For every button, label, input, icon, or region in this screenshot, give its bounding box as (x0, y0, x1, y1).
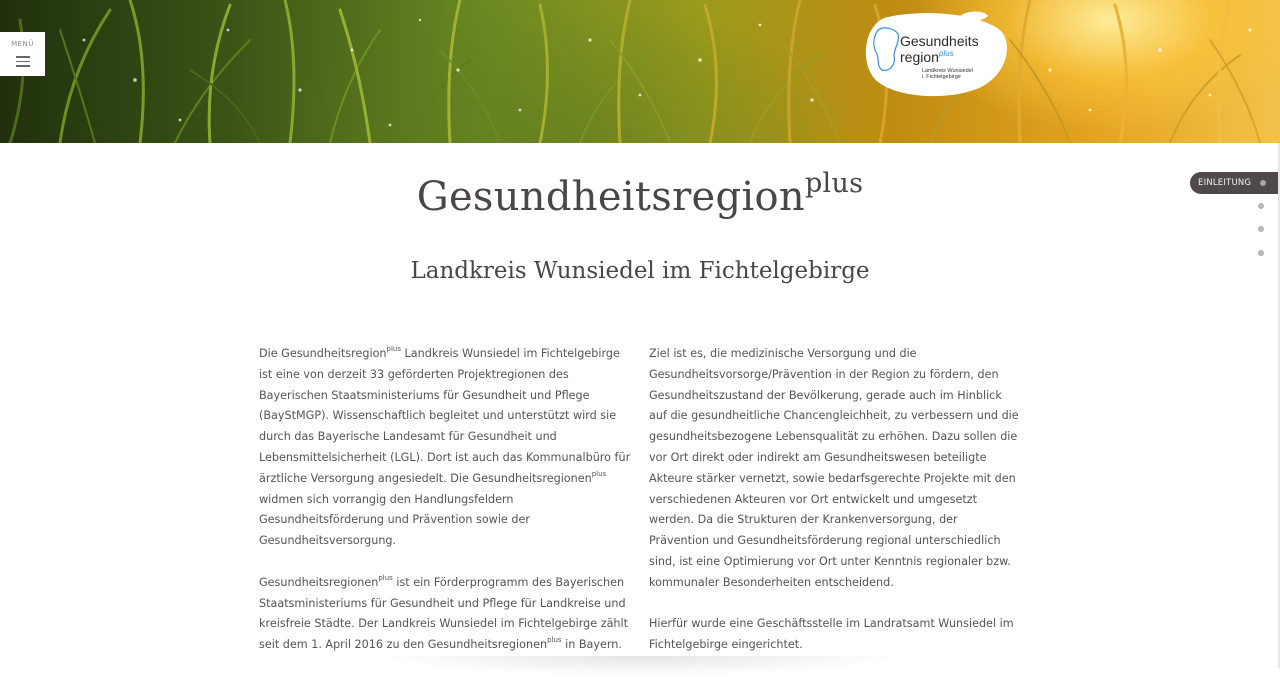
intro-right-column (649, 344, 1021, 677)
nav-dot-4[interactable] (1258, 250, 1264, 256)
nav-dot-active-icon (1260, 180, 1266, 186)
nav-dot-label: EINLEITUNG (1198, 178, 1252, 188)
logo-line-2: region$^{plus}$ (900, 49, 954, 65)
nav-dot-3[interactable] (1258, 226, 1264, 232)
intro-paragraph-2: Gesundheitsregionen$^{plus}$ ist ein Förderprogramm des Bayerischen Staatsministeriums für Gesundheit und Pflege für Landkreise und kreisfreie Städte. Der Landkreis Wunsiedel im Fichtelgebirge zählt seit dem 1. April 2016 zu den Gesundheitsregionen$^{plus}$ in Bayern. (259, 573, 629, 652)
intro-paragraph-1: Die Gesundheitsregion$^{plus}$ Landkreis Wunsiedel im Fichtelgebirge ist eine von derzeit 33 geförderten Projektregionen des Bayerischen Staatsministeriums für Gesundheit und Pflege (BayStMGP). Wissenschaftlich begleitet und unterstützt wird sie durch das Bayerische Landesamt für Gesundheit und Lebensmittelsicherheit (LGL). Dort ist auch das Kommunalbüro für ärztliche Versorgung angesiedelt. Die Gesundheitsregionen$^{plus}$ widmen sich vorrangig den Handlungsfeldern Gesundheitsförderung und Prävention sowie der Gesundheitsversorgung. (259, 345, 631, 548)
goal-paragraph: Ziel ist es, die medizinische Versorgung und die Gesundheitsvorsorge/Prävention in der Region zu fördern, den Gesundheitszustand der Bevölkerung, gerade auch im Hinblick auf die gesundheitliche Chancengleichheit, zu verbessern und die gesundheitsbezogene Lebensqualität zu erhöhen. Dazu sollen die vor Ort direkt oder indirekt am Gesundheitswesen beteiligte Akteure stärker vernetzt, sowie bedarfsgerechte Projekte mit den verschiedenen Akteuren vor Ort entwickelt und umgesetzt werden. Da die Strukturen der Krankenversorgung, der Prävention und Gesundheitsförderung regional unterschiedlich sind, ist eine Optimierung vor Ort unter Kenntnis regionaler bzw. kommunaler Besonderheiten entscheidend. (649, 347, 1019, 589)
logo-line-1: Gesundheits (900, 33, 979, 49)
intro-left-column (259, 344, 631, 677)
office-paragraph: Hierfür wurde eine Geschäftsstelle im Landratsamt Wunsiedel im Fichtelgebirge eingerichtet. (649, 617, 1014, 652)
logo-subtitle: Landkreis Wunsiedel i. Fichtelgebirge (922, 68, 973, 80)
hamburger-icon (16, 56, 30, 67)
menu-button[interactable] (0, 32, 45, 76)
nav-dot-einleitung[interactable] (1190, 172, 1280, 194)
nav-dot-2[interactable] (1258, 203, 1264, 209)
site-logo[interactable] (864, 10, 1009, 100)
menu-label: MENÜ (11, 40, 34, 48)
page-subtitle: Landkreis Wunsiedel im Fichtelgebirge (410, 258, 870, 284)
grass-background-image (0, 0, 1280, 143)
bottom-shadow (370, 656, 910, 676)
hero-banner (0, 0, 1280, 143)
page-title: Gesundheitsregion$^{plus}$ (416, 168, 864, 220)
